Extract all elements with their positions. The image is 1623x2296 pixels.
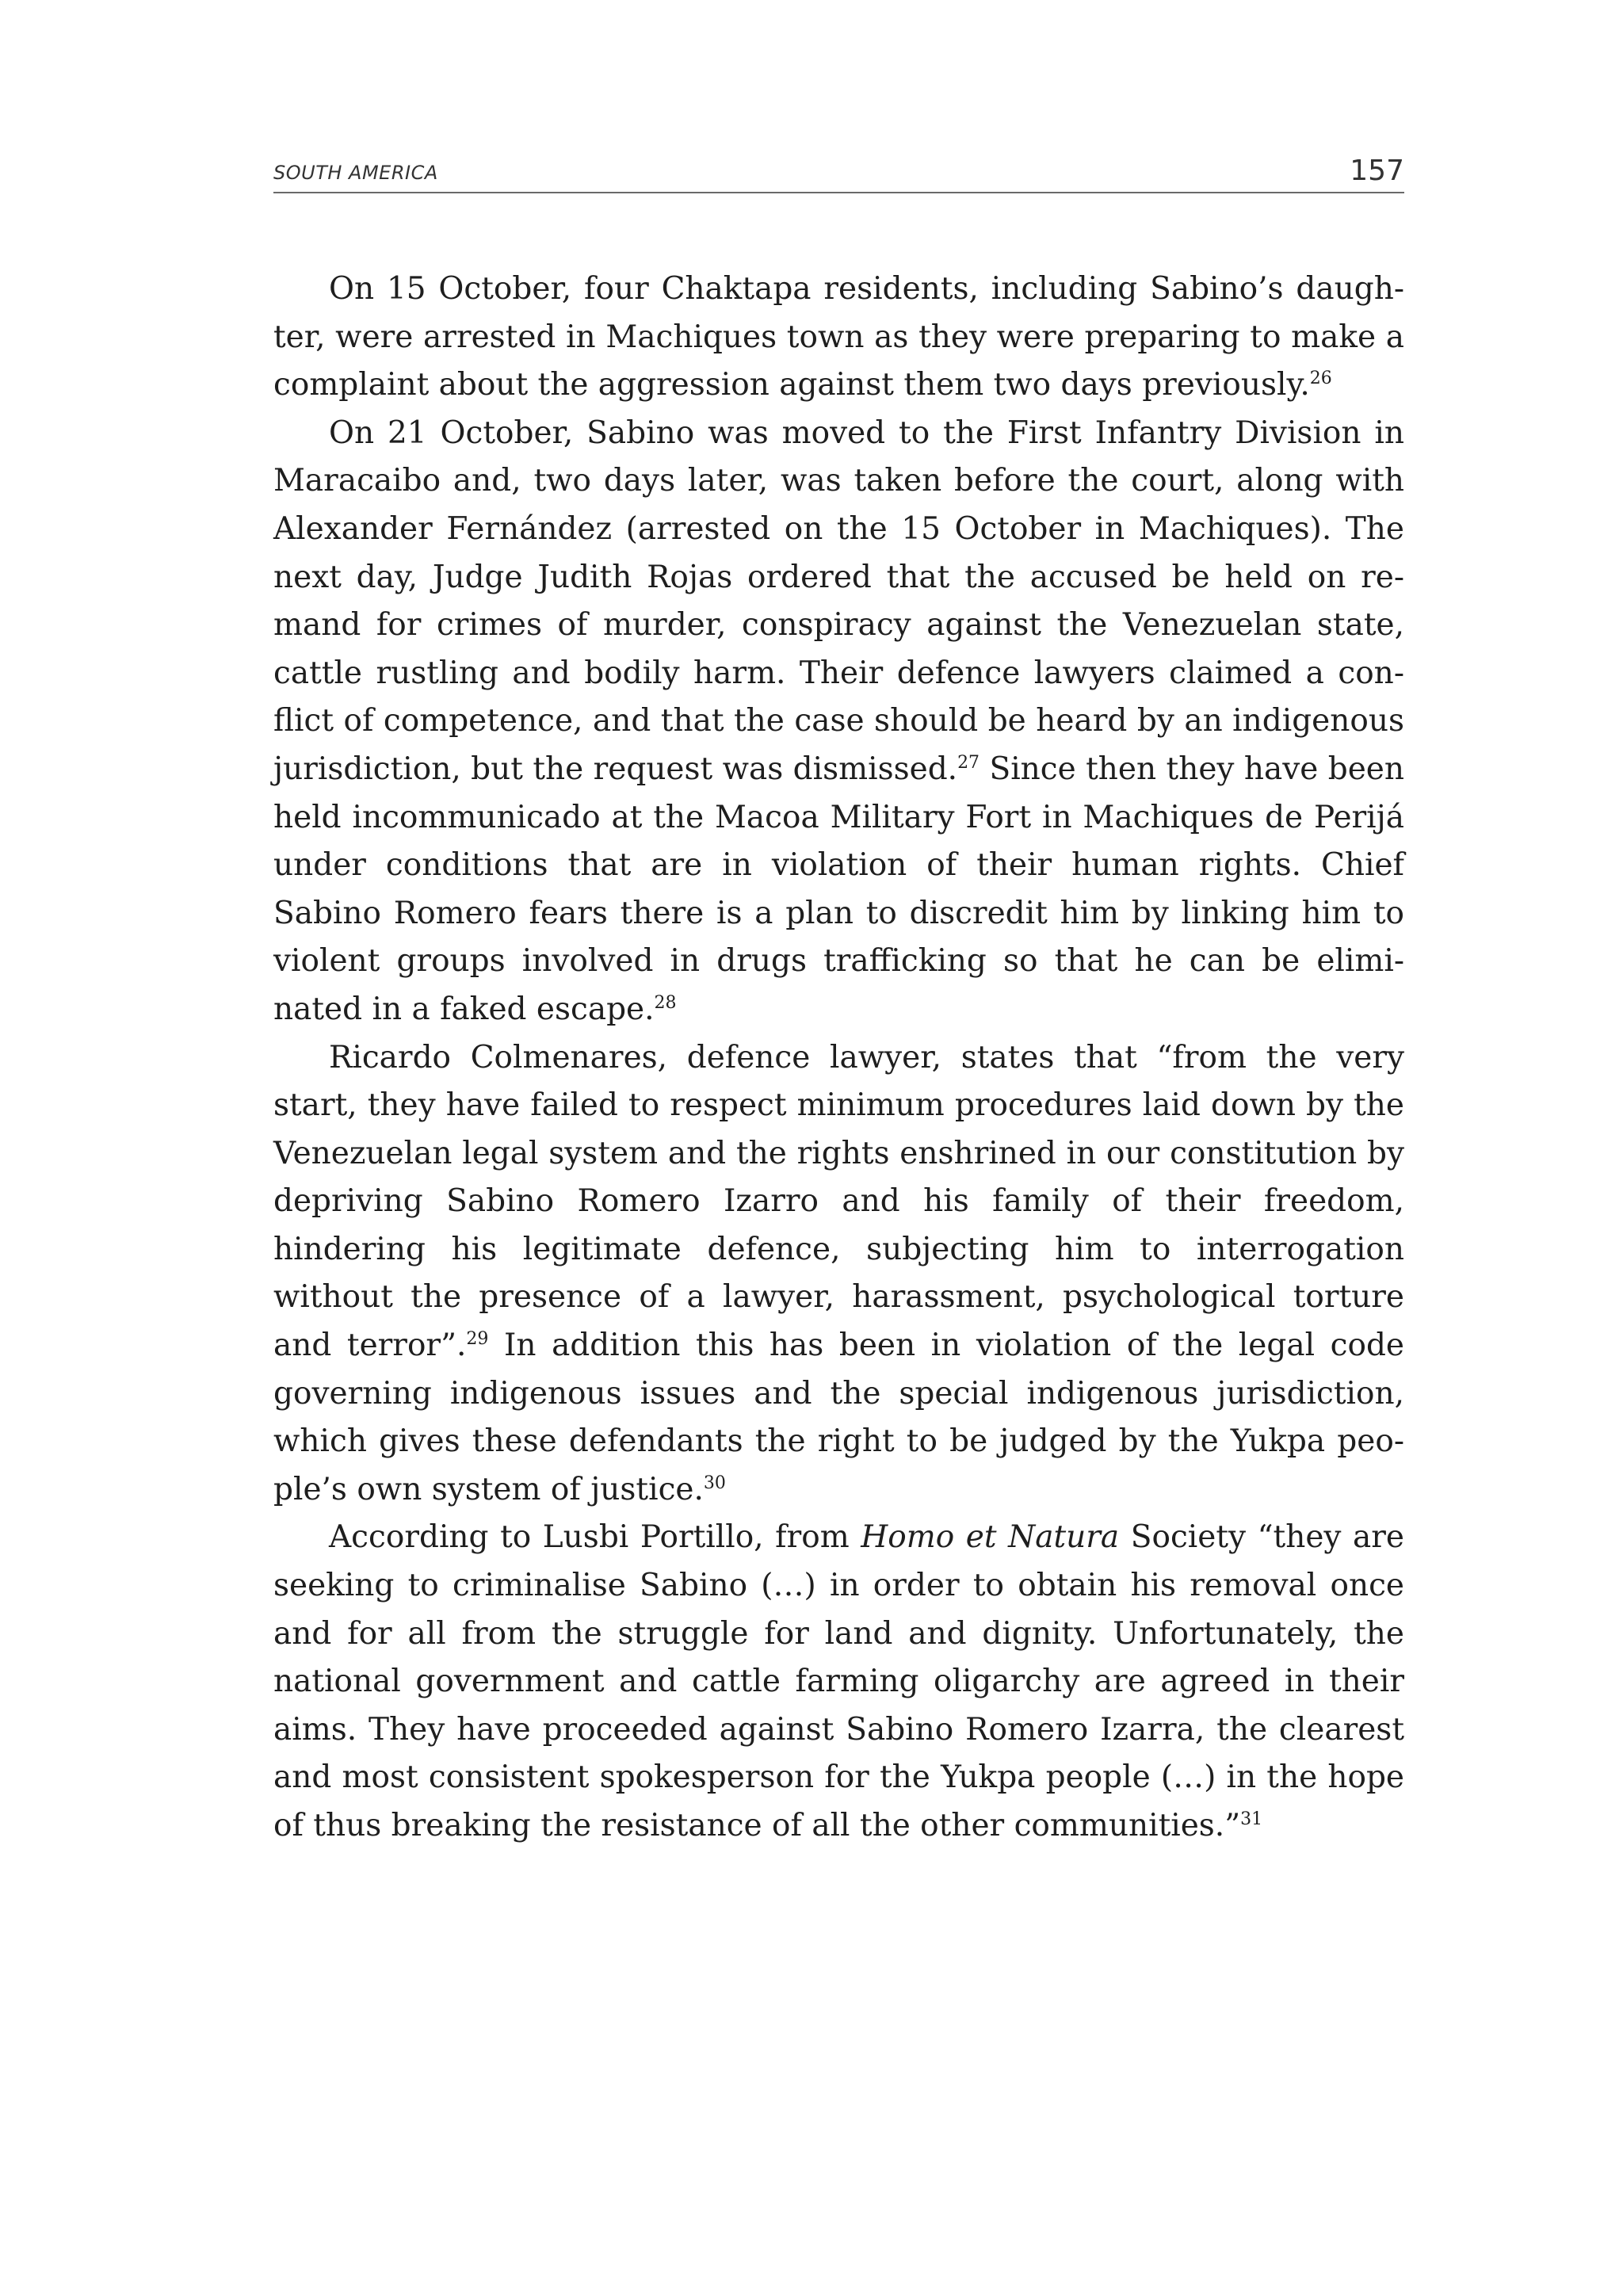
- footnote-ref: 31: [1240, 1809, 1263, 1829]
- paragraph: On 21 October, Sabino was moved to the First Infantry Division in Maracaibo and, two days later, was taken before the court, along with Alexander Fernández (arrested on the 15 October in Machiques). The next day, Judge Judith Rojas ordered that the accused be held on remand for crimes of murder, conspiracy against the Venezuelan state, cattle rustling and bodily harm. Their defence lawyers claimed a conflict of competence, and that the case should be heard by an indigenous jurisdiction, but the request was dismissed.$^{27}$ Since then they have been held incommunicado at the Macoa Military Fort in Machiques de Perijá under conditions that are in violation of their human rights. Chief Sabino Romero fears there is a plan to discredit him by linking him to violent groups involved in drugs trafficking so that he can be eliminated in a faked escape.$^{28}$: [273, 415, 1404, 1027]
- footnote-ref: 28: [654, 992, 677, 1013]
- footnote-ref: 26: [1309, 369, 1332, 389]
- italic-title: Homo et Natura: [861, 1519, 1120, 1556]
- paragraph: Ricardo Colmenares, defence lawyer, states that “from the very start, they have failed to respect minimum procedures laid down by the Venezuelan legal system and the rights enshrined in our constitution by depriving Sabino Romero Izarro and his family of their freedom, hindering his legitimate defence, subjecting him to interrogation without the presence of a lawyer, harassment, psychological torture and terror”.$^{29}$ In addition this has been in violation of the legal code governing indigenous issues and the special indigenous jurisdiction, which gives these defendants the right to be judged by the Yukpa people’s own system of justice.$^{30}$: [273, 1039, 1404, 1507]
- page-header: [273, 151, 1404, 193]
- running-head: SOUTH AMERICA: [273, 162, 438, 184]
- footnote-ref: 27: [957, 752, 980, 773]
- paragraph: According to Lusbi Portillo, from Homo et Natura Society “they are seeking to criminalise Sabino (…) in order to obtain his removal once and for all from the struggle for land and dignity. Unfortunately, the national government and cattle farming oligarchy are agreed in their aims. They have proceeded against Sabino Romero Izarra, the clearest and most consistent spokesperson for the Yukpa people (…) in the hope of thus breaking the resistance of all the other communities.”$^{31}$: [273, 1519, 1404, 1843]
- footnote-ref: 29: [466, 1329, 489, 1350]
- page-number: 157: [1350, 155, 1404, 187]
- body-text: [273, 266, 1404, 1851]
- paragraph: On 15 October, four Chaktapa residents, including Sabino’s daughter, were arrested in Machiques town as they were preparing to make a complaint about the aggression against them two days previously.$^{26}$: [273, 271, 1404, 403]
- footnote-ref: 30: [703, 1473, 726, 1493]
